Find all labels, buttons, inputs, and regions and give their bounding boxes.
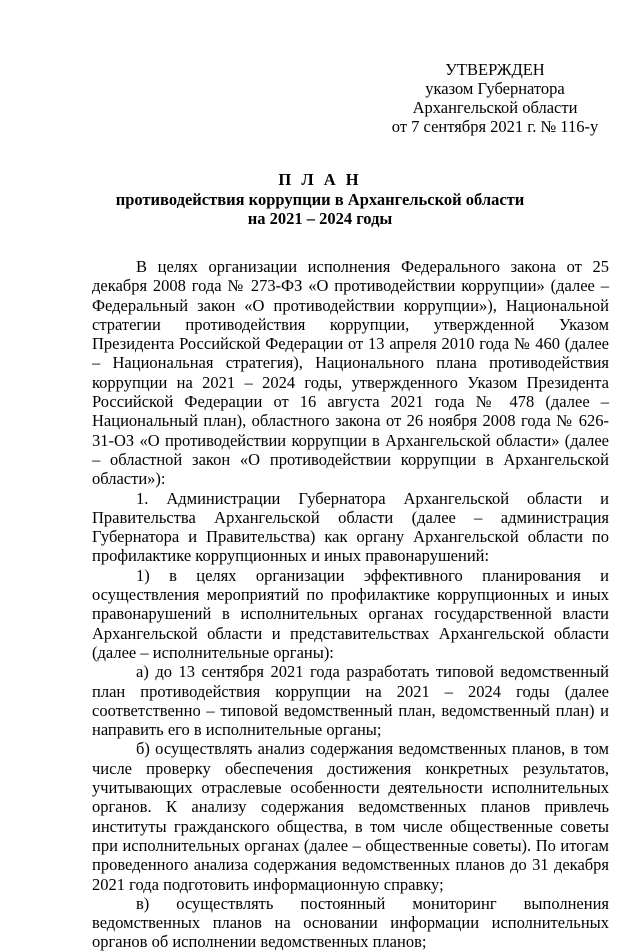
paragraph: б) осуществлять анализ содержания ведомственных планов, в том числе проверку обеспечения достижения конкретных результатов, учитывающих отраслевые особенности деятельности исполнительных органов. К анализу содержания ведомственных планов привлечь институты гражданского общества, в том числе общественные советы при исполнительных органах (далее – общественные советы). По итогам проведенного анализа содержания ведомственных планов до 31 декабря 2021 года подготовить информационную справку; bbox=[92, 739, 609, 894]
paragraph: 1. Администрации Губернатора Архангельской области и Правительства Архангельской области (далее – администрация Губернатора и Правительства) как органу Архангельской области по профилактике коррупционных и иных правонарушений: bbox=[92, 488, 609, 566]
title-line: на 2021 – 2024 годы bbox=[247, 209, 393, 228]
approval-line: Архангельской области bbox=[412, 98, 578, 117]
approval-line: от 7 сентября 2021 г. № 116-у bbox=[391, 117, 599, 136]
paragraph: в) осуществлять постоянный мониторинг выполнения ведомственных планов на основании информации исполнительных органов об исполнении ведомственных планов; bbox=[92, 893, 609, 952]
paragraph: В целях организации исполнения Федерального закона от 25 декабря 2008 года № 273-ФЗ «О противодействии коррупции» (далее – Федеральный закон «О противодействии коррупции»), Национальной стратегии противодействия коррупции, утвержденной Указом Президента Российской Федерации от 13 апреля 2010 года № 460 (далее – Национальная стратегия), Национального плана противодействия коррупции на 2021 – 2024 годы, утвержденного Указом Президента Российской Федерации от 16 августа 2021 года № 478 (далее – Национальный план), областного закона от 26 ноября 2008 года № 626-31-ОЗ «О противодействии коррупции в Архангельской области» (далее – областной закон «О противодействии коррупции в Архангельской области»): bbox=[92, 257, 609, 489]
approval-stamp bbox=[380, 60, 610, 136]
document-title bbox=[0, 170, 640, 228]
paragraph: а) до 13 сентября 2021 года разработать типовой ведомственный план противодействия коррупции на 2021 – 2024 годы (далее соответственно – типовой ведомственный план, ведомственный план) и направить его в исполнительные органы; bbox=[92, 662, 609, 740]
approval-line: указом Губернатора bbox=[425, 79, 565, 98]
paragraph: 1) в целях организации эффективного планирования и осуществления мероприятий по профилактике коррупционных и иных правонарушений в исполнительных органах государственной власти Архангельской области и представительствах Архангельской области (далее – исполнительные органы): bbox=[92, 565, 609, 662]
document-body bbox=[92, 257, 609, 952]
title-line: противодействия коррупции в Архангельской области bbox=[115, 190, 525, 209]
title-heading: П Л А Н bbox=[278, 170, 362, 189]
approval-line: УТВЕРЖДЕН bbox=[445, 60, 545, 79]
